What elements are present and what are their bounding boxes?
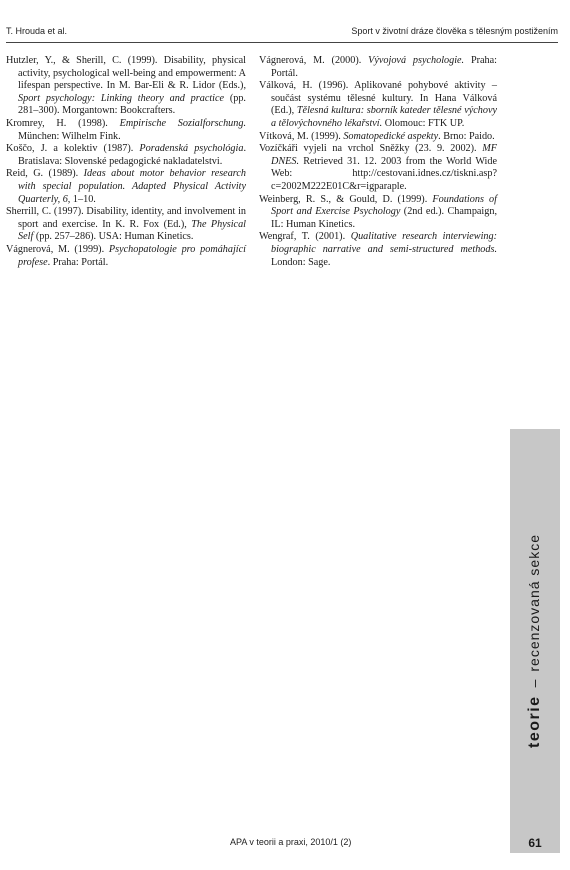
reference-reid: Reid, G. (1989). Ideas about motor behavior research with special population. Adapted Physical Activity Quarterly, 6, 1–10. [6,168,246,205]
section-label-sub: recenzovaná sekce [526,533,542,672]
running-header [6,26,558,40]
references-right-column [259,55,497,269]
reference-vozickari: Vozíčkáři vyjeli na vrchol Sněžky (23. 9. 2002). MF DNES. Retrieved 31. 12. 2003 from the World Wide Web: http://cestovani.idnes.cz/tiskni.asp?c=2002M222E01C&r=igparaple. [259,143,497,192]
page-number: 61 [528,836,542,850]
reference-hutzler: Hutzler, Y., & Sherill, C. (1999). Disability, physical activity, psychological well-being and empowerment: A lifespan perspective. In M. Bar-Eli & R. Lidor (Eds.), Sport psychology: Linking theory and practice (pp. 281–300). Morgantown: Bookcrafters. [6,55,246,117]
reference-kosco: Koščo, J. a kolektiv (1987). Poradenská psychológia. Bratislava: Slovenské pedagogické nakladatelstvi. [6,143,246,167]
header-authors: T. Hrouda et al. [6,26,68,36]
reference-vagnerova-1999: Vágnerová, M. (1999). Psychopatologie pro pomáhající profese. Praha: Portál. [6,243,246,268]
reference-kromrey: Kromrey, H. (1998). Empirische Sozialforschung. München: Wilhelm Fink. [6,117,246,142]
reference-vagnerova-2000: Vágnerová, M. (2000). Vývojová psychologie. Praha: Portál. [259,55,497,79]
header-title: Sport v životní dráze člověka s tělesným postižením [351,26,558,36]
reference-wengraf: Wengraf, T. (2001). Qualitative research interviewing: biographic narrative and semi-structured methods. London: Sage. [259,231,497,268]
reference-weinberg: Weinberg, R. S., & Gould, D. (1999). Foundations of Sport and Exercise Psychology (2nd ed.). Champaign, IL: Human Kinetics. [259,193,497,230]
reference-sherrill: Sherrill, C. (1997). Disability, identity, and involvement in sport and exercise. In K. R. Fox (Ed.), The Physical Self (pp. 257–286). USA: Human Kinetics. [6,206,246,243]
references-left-column [6,55,246,269]
section-label-separator: – [526,679,542,688]
reference-vitkova: Vítková, M. (1999). Somatopedické aspekty. Brno: Paido. [259,130,495,142]
header-rule [6,42,558,43]
reference-valkova: Válková, H. (1996). Aplikované pohybové aktivity – součást systému tělesné kultury. In Hana Válková (Ed.), Tělesná kultura: sborník kateder tělesné výchovy a tělovýchovného lékařství. Olomouc: FTK UP. [259,80,498,129]
section-side-tab [510,429,560,853]
section-label [526,534,544,748]
section-label-main: teorie [526,695,543,749]
journal-footer: APA v teorii a praxi, 2010/1 (2) [230,837,352,847]
